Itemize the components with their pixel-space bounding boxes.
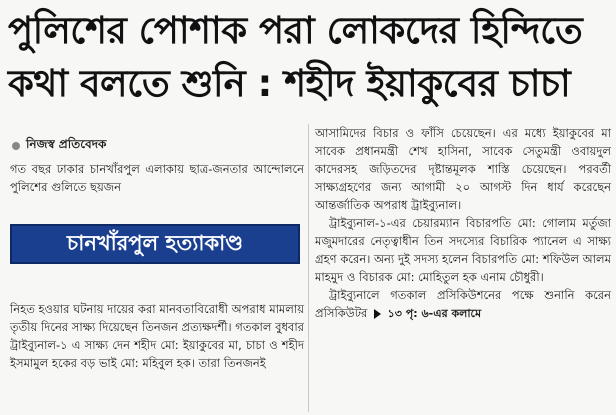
right-paragraph-2: ট্রাইব্যুনাল-১-এর চেয়ারম্যান বিচারপতি মো: গোলাম মর্তুজা মজুমদারের নেতৃত্বাধীন তিন সদস্যের বিচারিক প্যানেল এ সাক্ষ্য গ্রহণ করেন। অন্য দুই সদস্য হলেন বিচারপতি মো: শফিউল আলম মাহমুদ ও বিচারক মো: মোহিতুল হক এনাম চৌধুরী। (315, 216, 611, 284)
headline (8, 4, 608, 110)
left-column-body (10, 300, 304, 372)
right-paragraph-3 (315, 286, 611, 323)
column-divider (308, 124, 309, 412)
headline-line-1: পুলিশের পোশাক পরা লোকদের হিন্দিতে (8, 9, 583, 52)
right-paragraph-1: আসামিদের বিচার ও ফাঁসি চেয়েছেন। এর মধ্যে ইয়াকুবের মা সাবেক প্রধানমন্ত্রী শেখ হাসিনা, সাবেক সেতুমন্ত্রী ওবায়দুল কাদেরসহ জড়িতদের দৃষ্টান্তমূলক শাস্তি চেয়েছেন। পরবর্তী সাক্ষ্যগ্রহণের জন্য আগামী ২০ আগস্ট দিন ধার্য করেছেন আন্তর্জাতিক অপরাধ ট্রাইব্যুনাল। (315, 126, 611, 212)
right-paragraph-3-text: ট্রাইব্যুনালে গতকাল প্রসিকিউশনের পক্ষে শুনানি করেন প্রসিকিউটর (315, 288, 611, 320)
intro-paragraph (10, 160, 304, 196)
arrow-right-icon (374, 309, 381, 319)
intro-text: গত বছর ঢাকার চানখাঁরপুল এলাকায় ছাত্র-জনতার আন্দোলনে পুলিশের গুলিতে ছয়জন (10, 162, 304, 194)
bullet-icon (12, 142, 20, 150)
continuation-reference: ১৩ পৃ: ৬-এর কলামে (387, 307, 482, 320)
right-column (315, 124, 611, 323)
byline-text: নিজস্ব প্রতিবেদক (26, 137, 107, 151)
left-body-text: নিহত হওয়ার ঘটনায় দায়ের করা মানবতাবিরোধী অপরাধ মামলায় তৃতীয় দিনের সাক্ষ্য দিয়েছেন তিনজন প্রত্যক্ষদর্শী। গতকাল বুধবার ট্রাইব্যুনাল-১ এ সাক্ষ্য দেন শহীদ মো: ইয়াকুবের মা, চাচা ও শহীদ ইসমামুল হকের বড় ভাই মো: মহিবুল হক। তারা তিনজনই (10, 302, 304, 370)
section-banner (10, 224, 300, 264)
banner-text: চানখাঁরপুল হত্যাকাণ্ড (66, 230, 244, 255)
byline (12, 136, 106, 156)
headline-line-2: কথা বলতে শুনি : শহীদ ইয়াকুবের চাচা (8, 62, 571, 105)
